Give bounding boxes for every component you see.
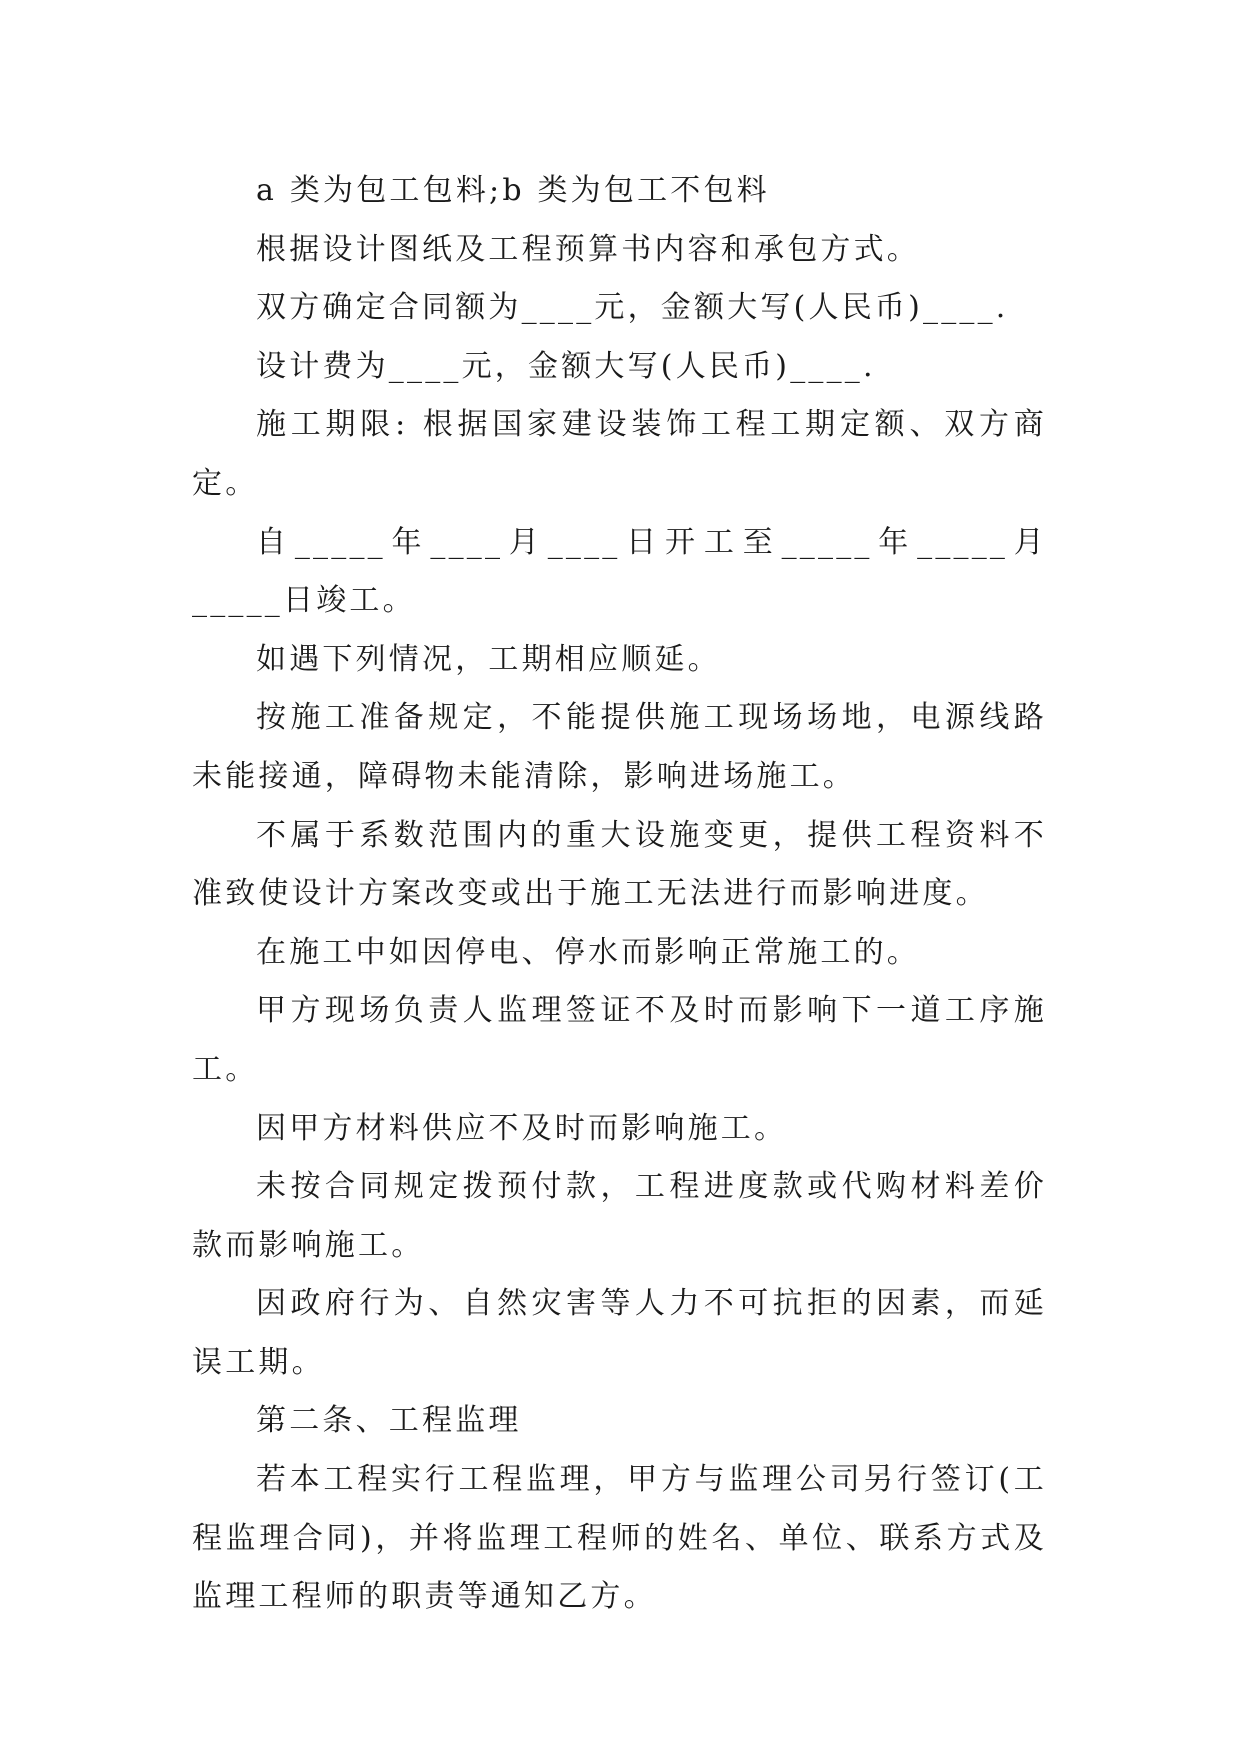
paragraph-payment-delay: 未按合同规定拨预付款，工程进度款或代购材料差价款而影响施工。 bbox=[192, 1169, 1047, 1263]
paragraph-supervision-delay: 甲方现场负责人监理签证不及时而影响下一道工序施工。 bbox=[192, 993, 1047, 1087]
paragraph-site-not-ready: 按施工准备规定，不能提供施工现场场地，电源线路未能接通，障碍物未能清除，影响进场施工。 bbox=[192, 700, 1047, 794]
paragraph-contract-types: a 类为包工包料;b 类为包工不包料 bbox=[256, 173, 770, 208]
document-body bbox=[192, 162, 1047, 1627]
paragraph-basis: 根据设计图纸及工程预算书内容和承包方式。 bbox=[256, 231, 920, 267]
paragraph-power-water-outage: 在施工中如因停电、停水而影响正常施工的。 bbox=[256, 934, 920, 970]
paragraph-design-change: 不属于系数范围内的重大设施变更，提供工程资料不准致使设计方案改变或出于施工无法进行而影响进度。 bbox=[192, 817, 1047, 912]
paragraph-force-majeure: 因政府行为、自然灾害等人力不可抗拒的因素，而延误工期。 bbox=[192, 1286, 1047, 1380]
paragraph-design-fee: 设计费为____元，金额大写(人民币)____. bbox=[256, 348, 876, 384]
paragraph-supervision-contract: 若本工程实行工程监理，甲方与监理公司另行签订(工程监理合同)，并将监理工程师的姓名、单位、联系方式及监理工程师的职责等通知乙方。 bbox=[192, 1462, 1047, 1615]
section-heading-article-2: 第二条、工程监理 bbox=[256, 1403, 522, 1439]
paragraph-start-end-dates: 自_____年____月____日开工至_____年_____月_____日竣工。 bbox=[192, 524, 1047, 619]
paragraph-extension-conditions: 如遇下列情况，工期相应顺延。 bbox=[256, 641, 721, 677]
paragraph-contract-amount: 双方确定合同额为____元，金额大写(人民币)____. bbox=[256, 290, 1009, 326]
paragraph-construction-period: 施工期限: 根据国家建设装饰工程工期定额、双方商定。 bbox=[192, 407, 1047, 501]
paragraph-material-supply: 因甲方材料供应不及时而影响施工。 bbox=[256, 1110, 788, 1146]
